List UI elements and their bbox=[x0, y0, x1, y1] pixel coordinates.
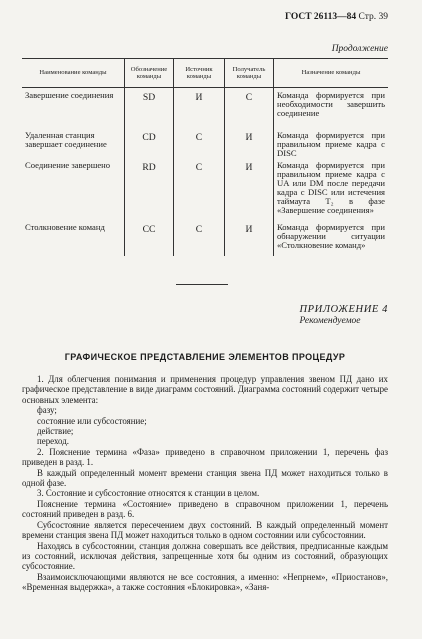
table-row bbox=[22, 88, 388, 128]
page-number: Стр. 39 bbox=[358, 12, 388, 22]
cell-name: Удаленная станция завершает соединение bbox=[25, 129, 107, 149]
section-title: ГРАФИЧЕСКОЕ ПРЕДСТАВЛЕНИЕ ЭЛЕМЕНТОВ ПРОЦЕДУР bbox=[64, 352, 346, 362]
cell-source: И bbox=[174, 88, 225, 128]
appendix-subtitle: Рекомендуемое bbox=[299, 316, 361, 326]
list-item: переход. bbox=[37, 436, 69, 447]
list-item: состояние или субсостояние; bbox=[37, 415, 147, 426]
command-table bbox=[22, 58, 388, 256]
table-row bbox=[22, 158, 388, 220]
cell-name: Соединение завершено bbox=[25, 159, 111, 170]
appendix-heading bbox=[299, 304, 388, 326]
cell-code: SD bbox=[125, 88, 174, 128]
paragraph: 3. Состояние и субсостояние относятся к станции в целом. bbox=[37, 488, 260, 499]
cell-source: С bbox=[174, 220, 225, 256]
cell-source: С bbox=[174, 158, 225, 220]
appendix-title: ПРИЛОЖЕНИЕ 4 bbox=[299, 304, 388, 315]
col-header-receiver: Получатель команды bbox=[225, 59, 274, 88]
cell-name: Завершение соединения bbox=[25, 90, 114, 100]
gost-number: ГОСТ 26113—84 bbox=[285, 12, 357, 22]
cell-receiver: С bbox=[225, 88, 274, 128]
table-row bbox=[22, 128, 388, 158]
section-divider bbox=[176, 284, 228, 285]
table-row bbox=[22, 220, 388, 256]
paragraph: 1. Для облегчения понимания и применения процедур управления звеном ПД дано их графическое представление в виде диаграмм состояний. Диаграмма состояний содержит четыре основных элемента: bbox=[22, 374, 388, 405]
col-header-source: Источник команды bbox=[174, 59, 225, 88]
paragraph: 2. Пояснение термина «Фаза» приведено в справочном приложении 1, перечень фаз приведен в разд. 1. bbox=[22, 446, 388, 468]
paragraph: В каждый определенный момент времени станция звена ПД может находиться только в одной фазе. bbox=[22, 467, 388, 489]
cell-code: RD bbox=[125, 158, 174, 220]
col-header-code: Обозначение команды bbox=[125, 59, 174, 88]
list-item: фазу; bbox=[37, 405, 57, 416]
cell-receiver: И bbox=[225, 220, 274, 256]
paragraph: Пояснение термина «Состояние» приведено в справочном приложении 1, перечень состояний приведен в разд. 6. bbox=[22, 498, 388, 520]
list-item: действие; bbox=[37, 426, 74, 437]
paragraph: Субсостояние является пересечением двух состояний. В каждый определенный момент времени станция звена ПД может находиться только в одном состоянии или субсостоянии. bbox=[22, 519, 388, 541]
cell-purpose: Команда формируется при правильном приеме кадра с DISC bbox=[274, 128, 389, 158]
cell-code: CC bbox=[125, 220, 174, 256]
cell-code: CD bbox=[125, 128, 174, 158]
cell-name: Столкновение команд bbox=[25, 221, 105, 232]
col-header-purpose: Назначение команды bbox=[274, 59, 389, 88]
cell-purpose: Команда формируется при обнаружении ситуации «Столкновение команд» bbox=[274, 220, 389, 256]
cell-purpose: Команда формируется при необходимости завершить соединение bbox=[274, 88, 389, 128]
continued-label: Продолжение bbox=[331, 44, 388, 54]
col-header-name: Наименование команды bbox=[22, 59, 125, 88]
cell-receiver: И bbox=[225, 128, 274, 158]
cell-purpose: Команда формируется при правильном приеме кадра с UA или DM после передачи кадра с DISC или истечения таймаута T₂ в фазе «Завершение соединения» bbox=[274, 158, 389, 220]
body-text bbox=[22, 374, 388, 593]
page-header bbox=[285, 12, 388, 22]
table-header-row bbox=[22, 59, 388, 88]
cell-source: С bbox=[174, 128, 225, 158]
paragraph: Находясь в субсостоянии, станция должна совершать все действия, предписанные каждым из состояний, исключая действия, запрещенные хотя бы одним из состояний, образующих субсостояние. bbox=[22, 540, 388, 572]
cell-receiver: И bbox=[225, 158, 274, 220]
paragraph: Взаимоисключающими являются не все состояния, а именно: «Непрнем», «Приостанов», «Временная выдержка», а также состояния «Блокировка», «Заня- bbox=[22, 571, 388, 593]
